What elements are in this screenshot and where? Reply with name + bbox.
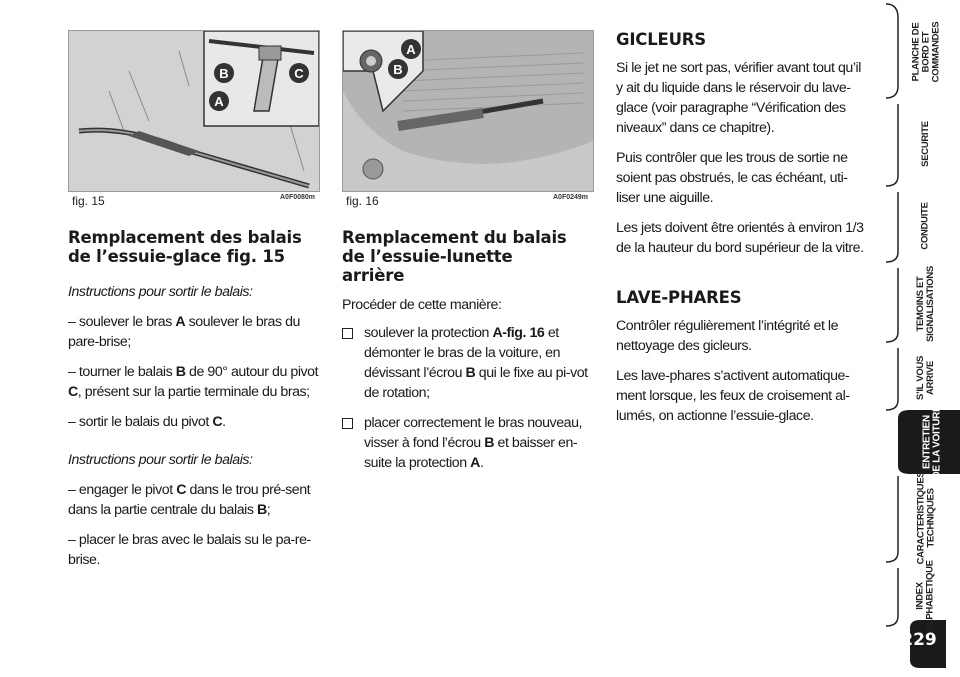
tab-label <box>921 121 931 167</box>
text: qui le fixe au pi-vot de rotation; <box>364 365 588 401</box>
lave-phares-p2: Les lave-phares s’activent automatique-ment lorsque, les feux de croisement al-lumés, on actionne l’essuie-glace. <box>616 368 850 424</box>
section-title-lave-phares: LAVE-PHARES <box>616 288 742 307</box>
text: . <box>479 455 484 471</box>
ref: C <box>68 384 78 400</box>
instructions-heading-2: Instructions pour sortir le balais: <box>68 452 253 468</box>
ref: A-fig. 16 <box>492 325 545 341</box>
fig15-code: A0F0080m <box>280 194 316 201</box>
ref: C <box>212 414 223 430</box>
ref: A <box>470 455 480 471</box>
tab-line: CARACTERISTIQUES <box>915 471 927 565</box>
tab-line: PLANCHE DE <box>910 22 922 82</box>
intro: Procéder de cette manière: <box>342 297 502 313</box>
text: et démonter le bras de la voiture, en dévissant l’écrou <box>364 325 561 381</box>
ref: B <box>484 435 495 451</box>
svg-text:B: B <box>393 62 403 77</box>
tab-line: INDEX <box>915 582 927 610</box>
text: – sortir le balais du pivot <box>68 414 213 430</box>
ref: C <box>176 482 186 498</box>
tab-line: DE LA VOITURE <box>931 405 942 479</box>
text: de 90° autour du pivot <box>185 364 319 380</box>
text: – engager le pivot <box>68 482 177 498</box>
text: , présent sur la partie terminale du bras; <box>77 384 310 400</box>
step-1 <box>68 312 320 352</box>
page-number: 229 <box>901 630 937 650</box>
svg-text:C: C <box>294 66 304 81</box>
text: ; <box>266 502 271 518</box>
fig16-label-a <box>401 39 421 59</box>
gicleurs-p2: Puis contrôler que les trous de sortie ne soient pas obstrués, le cas échéant, uti-liser une aiguille. <box>616 150 848 206</box>
svg-text:A: A <box>406 42 416 57</box>
tab-line: COMMANDES <box>930 21 942 83</box>
fig16-label-b <box>388 59 408 79</box>
tab-sil-vous-arrive[interactable] <box>898 348 954 408</box>
column-1 <box>68 228 320 570</box>
tab-line: CONDUITE <box>920 202 931 250</box>
bullet-2 <box>342 413 594 473</box>
text: dans le trou pré-sent dans la partie centrale du balais <box>68 482 311 518</box>
tab-index[interactable] <box>898 560 954 632</box>
tab-securite[interactable] <box>898 104 954 184</box>
column-2 <box>342 228 594 473</box>
text: et baisser en-suite la protection <box>364 435 578 471</box>
tab-conduite[interactable] <box>898 192 954 260</box>
text: soulever la protection <box>364 325 493 341</box>
fig16-caption: fig. 16 <box>346 194 379 208</box>
bullet-1 <box>342 323 594 403</box>
tab-label <box>916 266 936 342</box>
fig15-label-c <box>289 63 309 83</box>
svg-text:A: A <box>214 94 224 109</box>
ref: A <box>175 314 186 330</box>
tab-temoins[interactable] <box>898 268 954 340</box>
checkbox-bullet-icon <box>342 328 353 339</box>
fig16-code: A0F0249m <box>553 194 589 201</box>
fig15-label-b <box>214 63 234 83</box>
tab-label <box>916 560 936 631</box>
section-title-balais: Remplacement des balais de l’essuie-glace fig. 15 <box>68 228 302 266</box>
tab-line: ARRIVE <box>924 360 936 396</box>
tab-line: ALPHABETIQUE <box>925 560 937 632</box>
fig15-label-a <box>209 91 229 111</box>
step-2 <box>68 362 320 402</box>
step-4 <box>68 480 320 520</box>
svg-text:B: B <box>219 66 229 81</box>
instructions-heading-1: Instructions pour sortir le balais: <box>68 284 253 300</box>
text: soulever le bras du pare-brise; <box>68 314 300 350</box>
text: – tourner le balais <box>68 364 176 380</box>
gicleurs-p3: Les jets doivent être orientés à environ 1/3 de la hauteur du bord supérieur de la vitre. <box>616 220 864 256</box>
ref: B <box>256 502 267 518</box>
tab-label <box>921 202 931 249</box>
section-title-lunette: Remplacement du balais de l’essuie-lunette arrière <box>342 228 567 285</box>
fig15-caption: fig. 15 <box>72 194 105 208</box>
section-title-gicleurs: GICLEURS <box>616 30 706 49</box>
tab-line: SECURITE <box>919 121 931 167</box>
gicleurs-p1: Si le jet ne sort pas, vérifier avant tout qu’il y ait du liquide dans le réservoir du lave-glace (voir paragraphe “Vérification des niveaux” dans ce chapitre). <box>616 60 861 136</box>
text: placer correctement le bras nouveau, visser à fond l’écrou <box>364 415 583 451</box>
tab-label <box>911 22 941 83</box>
tab-entretien-active[interactable] <box>904 405 960 479</box>
tab-planche-de-bord[interactable] <box>898 8 954 96</box>
tab-line: TEMOINS ET <box>915 276 927 332</box>
ref: B <box>465 365 476 381</box>
column-3 <box>616 30 870 426</box>
step-5: – placer le bras avec le balais su le pa-re-brise. <box>68 532 311 568</box>
tab-label <box>922 406 942 479</box>
ref: B <box>175 364 186 380</box>
tab-label <box>916 356 936 400</box>
tab-label <box>916 472 936 565</box>
text: – soulever le bras <box>68 314 176 330</box>
figure-15 <box>68 30 320 192</box>
tab-line: SIGNALISATIONS <box>925 266 937 342</box>
tab-line: S’IL VOUS <box>914 355 926 401</box>
lave-phares-p1: Contrôler régulièrement l’intégrité et le nettoyage des gicleurs. <box>616 318 839 354</box>
tab-line: TECHNIQUES <box>925 488 937 548</box>
tab-caracteristiques[interactable] <box>898 471 954 565</box>
tab-line: BORD ET <box>920 31 932 73</box>
tab-line: ENTRETIEN <box>921 415 932 469</box>
figure-16 <box>342 30 594 192</box>
text: . <box>222 414 226 430</box>
step-3 <box>68 412 320 432</box>
checkbox-bullet-icon <box>342 418 353 429</box>
